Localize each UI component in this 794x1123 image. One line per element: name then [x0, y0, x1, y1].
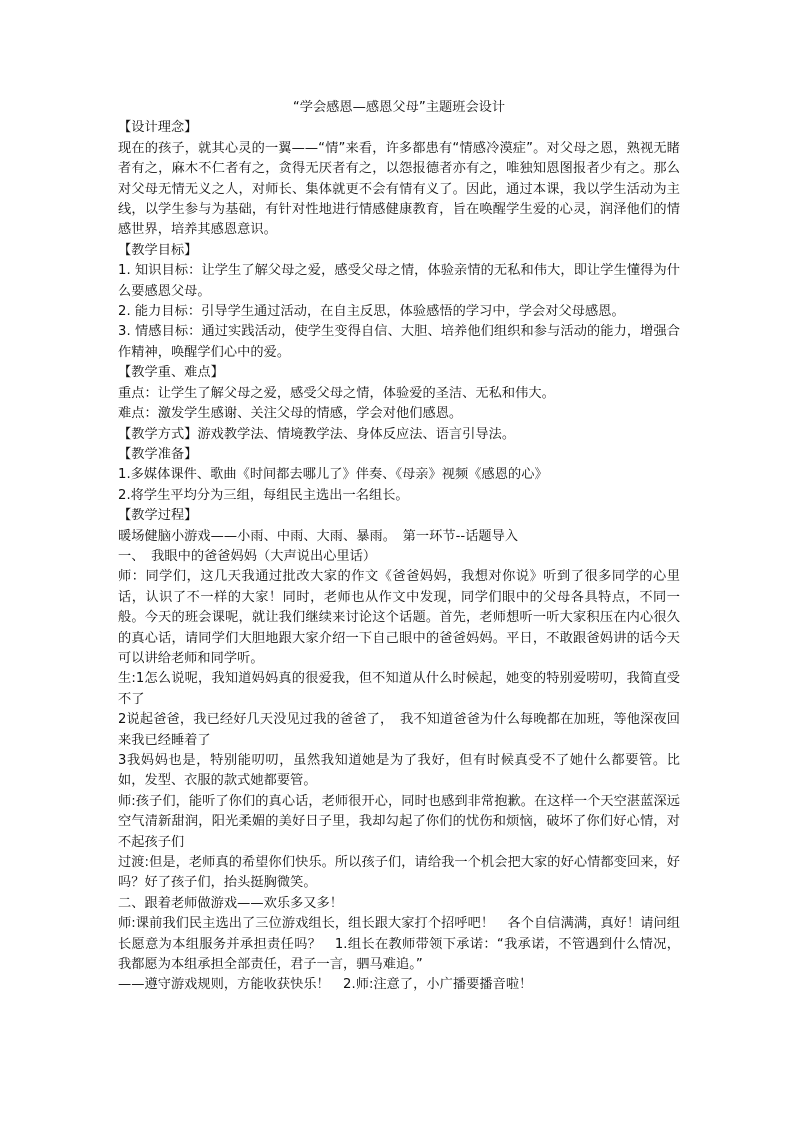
paragraph: 2.将学生平均分为三组，每组民主选出一名组长。	[118, 487, 409, 503]
paragraph: 重点：让学生了解父母之爱，感受父母之情，体验爱的圣洁、无私和伟大。	[118, 385, 555, 401]
paragraph: 【教学方式】游戏教学法、情境教学法、身体反应法、语言引导法。	[118, 426, 516, 442]
paragraph: ——遵守游戏规则，方能收获快乐！ 2.师:注意了，小广播要播音啦！	[118, 977, 533, 993]
paragraph: 2. 能力目标：引导学生通过活动，在自主反思，体验感悟的学习中，学会对父母感恩。	[118, 304, 625, 320]
paragraph: 暖场健脑小游戏——小雨、中雨、大雨、暴雨。 第一环节--话题导入	[118, 528, 519, 544]
paragraph: 生:1怎么说呢，我知道妈妈真的很爱我，但不知道从什么时候起，她变的特别爱唠叨，我简直受不了	[118, 671, 680, 707]
paragraph: 1.多媒体课件、歌曲《时间都去哪儿了》伴奏、《母亲》视频《感恩的心》	[118, 467, 548, 483]
document-body	[118, 118, 680, 995]
document-page	[118, 98, 680, 996]
section-heading: 【教学目标】	[118, 242, 198, 258]
paragraph: 师:课前我们民主选出了三位游戏组长，组长跟大家打个招呼吧！ 各个自信满满，真好！请问组长愿意为本组服务并承担责任吗？ 1.组长在教师带领下承诺：“我承诺，不管遇到什么情况，我都愿为本组承担全部责任，君子一言，驷马难追。”	[118, 916, 680, 973]
paragraph: 二、跟着老师做游戏——欢乐多又多！	[118, 895, 344, 911]
paragraph: 师：同学们，这几天我通过批改大家的作文《爸爸妈妈，我想对你说》听到了很多同学的心里话，认识了不一样的大家！同时，老师也从作文中发现，同学们眼中的父母各具特点，不同一般。今天的班会课呢，就让我们继续来讨论这个话题。首先，老师想听一听大家积压在内心很久的真心话，请同学们大胆地跟大家介绍一下自己眼中的爸爸妈妈。平日，不敢跟爸妈讲的话今天可以讲给老师和同学听。	[118, 569, 680, 666]
paragraph: 师:孩子们，能听了你们的真心话，老师很开心，同时也感到非常抱歉。在这样一个天空湛蓝深远空气清新甜润，阳光柔媚的美好日子里，我却勾起了你们的忧伤和烦恼，破坏了你们好心情，对不起孩子们	[118, 793, 680, 850]
document-title: “学会感恩—感恩父母”主题班会设计	[292, 100, 506, 115]
section-heading: 【教学过程】	[118, 508, 198, 524]
section-heading: 【教学准备】	[118, 446, 198, 462]
paragraph: 2说起爸爸，我已经好几天没见过我的爸爸了， 我不知道爸爸为什么每晚都在加班，等他深夜回来我已经睡着了	[118, 712, 680, 748]
paragraph: 一、 我眼中的爸爸妈妈（大声说出心里话）	[118, 548, 377, 564]
paragraph: 1. 知识目标：让学生了解父母之爱，感受父母之情，体验亲情的无私和伟大，即让学生懂得为什么要感恩父母。	[118, 263, 680, 299]
paragraph: 3. 情感目标：通过实践活动，使学生变得自信、大胆、培养他们组织和参与活动的能力，增强合作精神，唤醒学们心中的爱。	[118, 324, 680, 360]
paragraph: 现在的孩子，就其心灵的一翼——“情”来看，许多都患有“情感冷漠症”。对父母之恩，熟视无睹者有之，麻木不仁者有之，贪得无厌者有之，以怨报德者亦有之，唯独知恩图报者少有之。那么对父母无情无义之人，对师长、集体就更不会有情有义了。因此，通过本课，我以学生活动为主线，以学生参与为基础，有针对性地进行情感健康教育，旨在唤醒学生爱的心灵，润泽他们的情感世界，培养其感恩意识。	[118, 140, 680, 238]
paragraph: 过渡:但是，老师真的希望你们快乐。所以孩子们，请给我一个机会把大家的好心情都变回来，好吗？好了孩子们，抬头挺胸微笑。	[118, 855, 680, 891]
section-heading: 【设计理念】	[118, 120, 198, 136]
section-heading: 【教学重、难点】	[118, 365, 224, 381]
paragraph: 难点：激发学生感谢、关注父母的情感，学会对他们感恩。	[118, 406, 463, 422]
paragraph: 3我妈妈也是，特别能叨叨，虽然我知道她是为了我好，但有时候真受不了她什么都要管。比如，发型、衣服的款式她都要管。	[118, 753, 680, 789]
